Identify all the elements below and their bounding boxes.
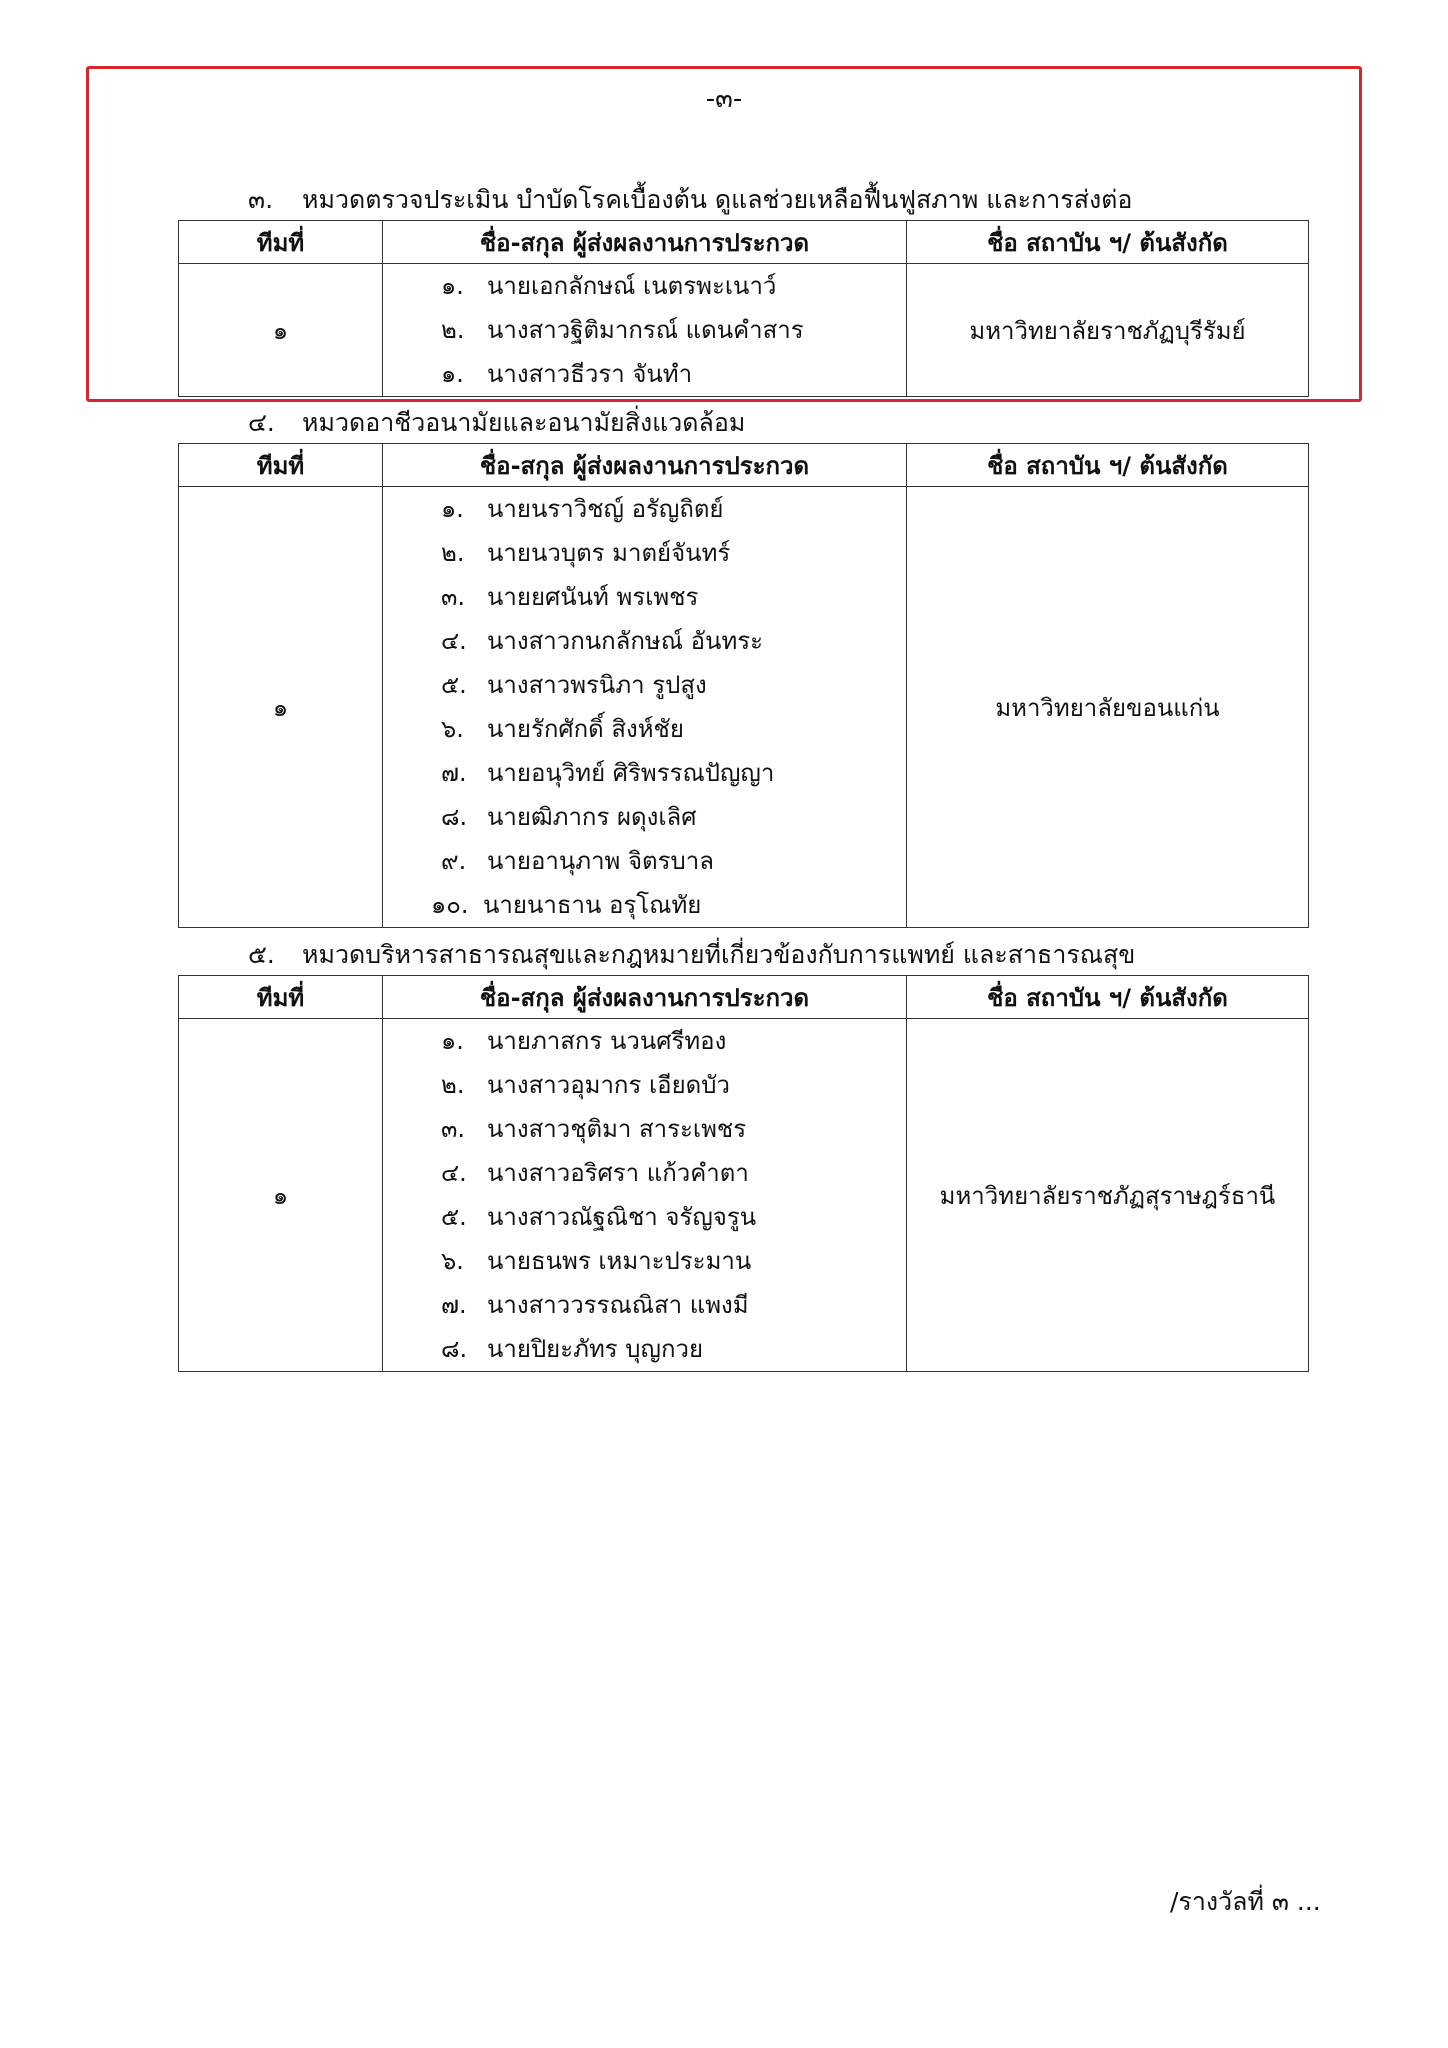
list-item	[383, 1283, 906, 1327]
section-title: หมวดอาชีวอนามัยและอนามัยสิ่งแวดล้อม	[302, 408, 746, 437]
member-index: ๓.	[441, 583, 466, 611]
table-row	[179, 487, 1309, 928]
member-name: นายภาสกร นวนศรีทอง	[487, 1027, 727, 1055]
member-index: ๙.	[441, 847, 467, 875]
section-number: ๔.	[248, 408, 275, 437]
member-name: นายอานุภาพ จิตรบาล	[487, 847, 714, 875]
table-header-row	[179, 444, 1309, 487]
section-title: หมวดตรวจประเมิน บำบัดโรคเบื้องต้น ดูแลช่วยเหลือฟื้นฟูสภาพ และการส่งต่อ	[302, 185, 1133, 214]
list-item	[383, 575, 906, 619]
list-item	[383, 487, 906, 531]
member-index: ๖.	[441, 715, 464, 743]
list-item	[383, 1151, 906, 1195]
list-item	[383, 663, 906, 707]
member-index: ๑.	[441, 1027, 464, 1055]
list-item	[383, 839, 906, 883]
column-header-institution: ชื่อ สถาบัน ฯ/ ต้นสังกัด	[907, 976, 1309, 1019]
institution-name: มหาวิทยาลัยราชภัฏบุรีรัมย์	[907, 264, 1309, 397]
column-header-members: ชื่อ-สกุล ผู้ส่งผลงานการประกวด	[383, 976, 907, 1019]
member-index: ๔.	[441, 1159, 467, 1187]
member-name: นางสาวฐิติมากรณ์ แดนคำสาร	[487, 316, 804, 344]
list-item	[383, 1063, 906, 1107]
column-header-team: ทีมที่	[179, 976, 383, 1019]
member-index: ๒.	[441, 1071, 465, 1099]
results-table	[178, 443, 1309, 928]
member-index: ๒.	[441, 316, 465, 344]
member-list	[383, 264, 907, 397]
list-item	[383, 619, 906, 663]
member-name: นายนาธาน อรุโณทัย	[483, 891, 702, 919]
institution-name: มหาวิทยาลัยขอนแก่น	[907, 487, 1309, 928]
list-item	[383, 1239, 906, 1283]
table-row	[179, 1019, 1309, 1372]
member-name: นายเอกลักษณ์ เนตรพะเนาว์	[487, 272, 777, 300]
team-number: ๑	[179, 1019, 383, 1372]
column-header-team: ทีมที่	[179, 221, 383, 264]
member-index: ๘.	[441, 803, 468, 831]
member-name: นายปิยะภัทร บุญกวย	[487, 1335, 704, 1363]
section-3	[178, 180, 1308, 397]
member-name: นายนวบุตร มาตย์จันทร์	[487, 539, 731, 567]
team-number: ๑	[179, 487, 383, 928]
table-header-row	[179, 221, 1309, 264]
member-name: นางสาววรรณณิสา แพงมี	[487, 1291, 749, 1319]
section-heading	[178, 403, 1308, 443]
member-index: ๘.	[441, 1335, 468, 1363]
column-header-team: ทีมที่	[179, 444, 383, 487]
team-number: ๑	[179, 264, 383, 397]
member-name: นางสาวกนกลักษณ์ อันทระ	[487, 627, 764, 655]
member-name: นายรักศักดิ์ สิงห์ชัย	[487, 715, 684, 743]
member-name: นางสาวพรนิภา รูปสูง	[487, 671, 707, 699]
results-table	[178, 975, 1309, 1372]
member-name: นายนราวิชญ์ อรัญถิตย์	[487, 495, 724, 523]
member-index: ๕.	[441, 1203, 467, 1231]
section-5	[178, 935, 1308, 1372]
member-name: นางสาวธีวรา จันทำ	[487, 360, 693, 388]
column-header-members: ชื่อ-สกุล ผู้ส่งผลงานการประกวด	[383, 444, 907, 487]
member-name: นายอนุวิทย์ ศิริพรรณปัญญา	[487, 759, 775, 787]
member-index: ๑.	[441, 495, 464, 523]
member-name: นายธนพร เหมาะประมาน	[487, 1247, 752, 1275]
member-index: ๗.	[441, 759, 467, 787]
list-item	[383, 308, 906, 352]
list-item	[383, 795, 906, 839]
member-name: นางสาวชุติมา สาระเพชร	[487, 1115, 747, 1143]
member-index: ๕.	[441, 671, 467, 699]
list-item	[383, 1107, 906, 1151]
list-item	[383, 707, 906, 751]
results-table	[178, 220, 1309, 397]
member-index: ๑๐.	[431, 891, 469, 919]
member-index: ๑.	[441, 360, 464, 388]
member-name: นายยศนันท์ พรเพชร	[487, 583, 699, 611]
footer-continuation-note: /รางวัลที่ ๓ ...	[1170, 1887, 1321, 1916]
section-heading	[178, 180, 1308, 220]
section-4	[178, 403, 1308, 928]
list-item	[383, 352, 906, 396]
column-header-institution: ชื่อ สถาบัน ฯ/ ต้นสังกัด	[907, 444, 1309, 487]
list-item	[383, 531, 906, 575]
member-list	[383, 1019, 907, 1372]
member-name: นางสาวอุมากร เอียดบัว	[487, 1071, 730, 1099]
list-item	[383, 751, 906, 795]
table-row	[179, 264, 1309, 397]
section-number: ๕.	[248, 940, 275, 969]
section-title: หมวดบริหารสาธารณสุขและกฎหมายที่เกี่ยวข้องกับการแพทย์ และสาธารณสุข	[302, 940, 1136, 969]
column-header-members: ชื่อ-สกุล ผู้ส่งผลงานการประกวด	[383, 221, 907, 264]
member-index: ๑.	[441, 272, 464, 300]
list-item	[383, 1327, 906, 1371]
page-number: -๓-	[705, 84, 743, 114]
member-name: นายฒิภากร ผดุงเลิศ	[487, 803, 697, 831]
member-index: ๖.	[441, 1247, 464, 1275]
section-number: ๓.	[248, 185, 274, 214]
member-index: ๗.	[441, 1291, 467, 1319]
member-index: ๒.	[441, 539, 465, 567]
member-name: นางสาวอริศรา แก้วคำตา	[487, 1159, 749, 1187]
table-header-row	[179, 976, 1309, 1019]
list-item	[383, 1019, 906, 1063]
member-list	[383, 487, 907, 928]
list-item	[383, 1195, 906, 1239]
column-header-institution: ชื่อ สถาบัน ฯ/ ต้นสังกัด	[907, 221, 1309, 264]
member-index: ๓.	[441, 1115, 466, 1143]
member-index: ๔.	[441, 627, 467, 655]
section-heading	[178, 935, 1308, 975]
list-item	[383, 883, 906, 927]
member-name: นางสาวณัฐณิชา จรัญจรูน	[487, 1203, 757, 1231]
institution-name: มหาวิทยาลัยราชภัฏสุราษฎร์ธานี	[907, 1019, 1309, 1372]
list-item	[383, 264, 906, 308]
